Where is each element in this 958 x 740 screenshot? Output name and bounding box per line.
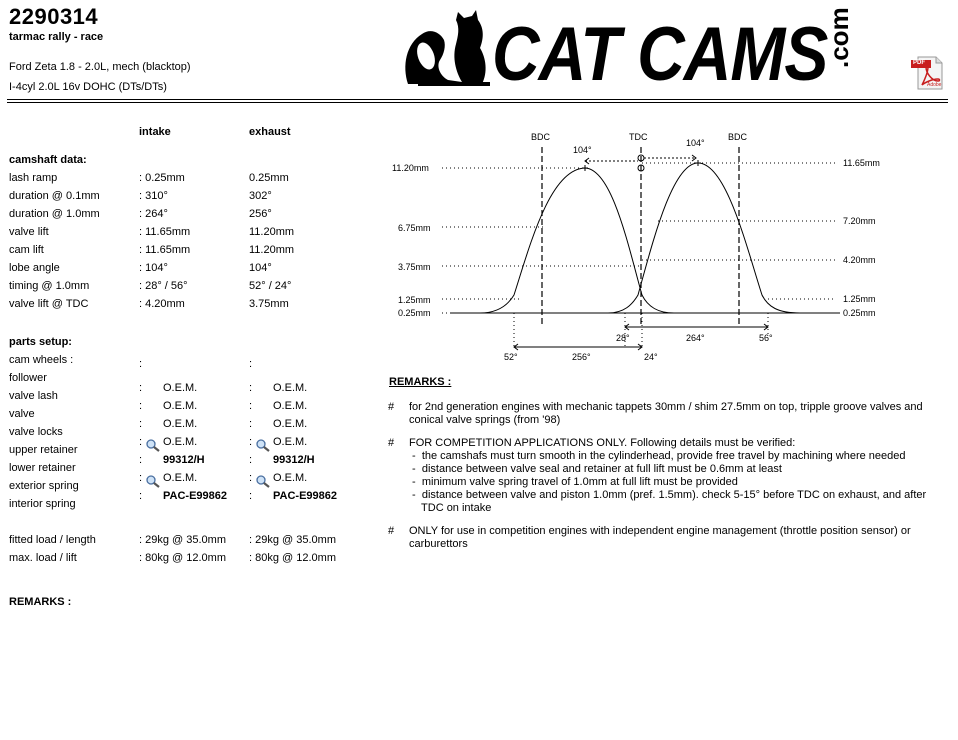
part-value-exhaust: O.E.M. [273,400,308,412]
cam-row-exhaust: 104° [249,262,272,274]
lift-label-left-3: 3.75mm [398,262,431,272]
remarks-left-title: REMARKS : [9,596,72,608]
part-value-intake: O.E.M. [163,472,198,484]
parts-colon-exhaust: : [249,454,253,466]
remark-line: conical valve springs (from '98) [409,414,561,426]
cam-row-intake: : 11.65mm [139,244,191,256]
lobe-angle-intake: 104° [686,138,705,148]
magnifier-icon[interactable] [145,439,161,453]
header-divider-2 [7,102,948,103]
catcams-logo[interactable] [400,6,880,97]
cam-row-exhaust: 11.20mm [249,244,295,256]
timing-label-56: 56° [759,333,773,343]
remark-bullet: # [388,437,395,449]
cam-row-intake: : 28° / 56° [139,280,188,292]
cam-row-exhaust: 11.20mm [249,226,295,238]
remark-line: FOR COMPETITION APPLICATIONS ONLY. Following details must be verified: [409,437,796,449]
part-value-intake: O.E.M. [163,400,198,412]
cam-row-exhaust: 0.25mm [249,172,289,184]
lift-label-left-1: 11.20mm [392,163,429,173]
valve-timing-diagram [380,125,900,370]
part-value-exhaust: O.E.M. [273,436,308,448]
parts-colon-exhaust: : [249,400,253,412]
parts-colon-intake: : [139,472,143,484]
header-divider [7,99,948,100]
load-row-label: fitted load / length [9,534,96,546]
remark-bullet: # [388,525,395,537]
remark-line: carburettors [409,538,468,550]
parts-row-label: upper retainer [9,444,78,456]
cam-code: 2290314 [9,4,99,29]
part-value-intake: O.E.M. [163,418,198,430]
lift-label-right-3: 4.20mm [843,255,876,265]
cam-row-exhaust: 3.75mm [249,298,289,310]
lobe-angle-exhaust: 104° [573,145,592,155]
timing-label-256: 256° [572,352,591,362]
remark-line: - the camshafs must turn smooth in the cylinderhead, provide free travel by machining where needed [409,450,906,462]
part-value-exhaust: O.E.M. [273,418,308,430]
parts-row-label: interior spring [9,498,76,510]
cam-row-intake: : 11.65mm [139,226,191,238]
cam-row-label: duration @ 0.1mm [9,190,100,202]
logo-domain: .com [824,7,854,68]
exhaust-header: exhaust [249,126,291,138]
parts-colon-intake: : [139,400,143,412]
parts-row-label: exterior spring [9,480,79,492]
engine-description: Ford Zeta 1.8 - 2.0L, mech (blacktop) [9,61,191,73]
cam-row-intake: : 0.25mm [139,172,185,184]
bdc-label-right: BDC [728,132,748,142]
parts-setup-title: parts setup: [9,336,72,348]
parts-colon-intake: : [139,358,143,370]
lift-label-right-5: 0.25mm [843,308,876,318]
engine-type: I-4cyl 2.0L 16v DOHC (DTs/DTs) [9,81,167,93]
remark-line: - minimum valve spring travel of 1.0mm at full lift must be provided [409,476,738,488]
lift-label-right-4: 1.25mm [843,294,876,304]
parts-colon-intake: : [139,436,143,448]
magnifier-icon[interactable] [255,439,271,453]
load-row-exhaust: : 29kg @ 35.0mm [249,534,336,546]
timing-label-264: 264° [686,333,705,343]
lift-label-left-5: 0.25mm [398,308,431,318]
parts-colon-intake: : [139,490,143,502]
cam-row-exhaust: 256° [249,208,272,220]
parts-colon-exhaust: : [249,382,253,394]
part-number-exhaust[interactable]: PAC-E99862 [273,490,337,502]
bdc-label-left: BDC [531,132,551,142]
parts-row-label: follower [9,372,47,384]
parts-colon-exhaust: : [249,358,253,370]
cam-row-label: lobe angle [9,262,60,274]
load-row-exhaust: : 80kg @ 12.0mm [249,552,336,564]
pdf-brand-label: Adobe [927,82,942,88]
cam-row-label: duration @ 1.0mm [9,208,100,220]
parts-row-label: cam wheels : [9,354,74,366]
remark-line: ONLY for use in competition engines with independent engine management (throttle position sensor) or [409,525,911,537]
parts-row-label: valve lash [9,390,58,402]
lift-label-right-2: 7.20mm [843,216,876,226]
parts-colon-intake: : [139,382,143,394]
cam-row-intake: : 4.20mm [139,298,185,310]
cam-row-exhaust: 52° / 24° [249,280,292,292]
part-value-exhaust: O.E.M. [273,382,308,394]
part-value-intake: O.E.M. [163,436,198,448]
load-row-intake: : 80kg @ 12.0mm [139,552,226,564]
intake-header: intake [139,126,171,138]
parts-colon-exhaust: : [249,472,253,484]
tdc-label: TDC [629,132,648,142]
load-row-label: max. load / lift [9,552,77,564]
cam-application: tarmac rally - race [9,31,104,43]
parts-colon-exhaust: : [249,490,253,502]
cam-row-label: lash ramp [9,172,58,184]
timing-label-52: 52° [504,352,518,362]
pdf-badge-label: PDF [913,60,925,66]
cam-row-label: valve lift [9,226,49,238]
pdf-download-icon[interactable] [910,55,946,91]
lift-label-right-1: 11.65mm [843,158,880,168]
parts-colon-exhaust: : [249,418,253,430]
part-number-intake[interactable]: PAC-E99862 [163,490,227,502]
remark-line: - distance between valve and piston 1.0mm (pref. 1.5mm). check 5-15° before TDC on exhaust, and after [409,489,927,501]
cam-row-label: timing @ 1.0mm [9,280,90,292]
part-number-exhaust[interactable]: 99312/H [273,454,315,466]
magnifier-icon[interactable] [255,475,271,489]
remark-line: TDC on intake [409,502,492,514]
magnifier-icon[interactable] [145,475,161,489]
remark-line: for 2nd generation engines with mechanic tappets 30mm / shim 27.5mm on top, tripple groove valves and [409,401,923,413]
parts-colon-intake: : [139,454,143,466]
cam-row-intake: : 104° [139,262,168,274]
cam-row-label: valve lift @ TDC [9,298,89,310]
lift-label-left-4: 1.25mm [398,295,431,305]
timing-label-28: 28° [616,333,630,343]
parts-colon-intake: : [139,418,143,430]
remark-bullet: # [388,401,395,413]
remarks-title: REMARKS : [389,376,452,388]
load-row-intake: : 29kg @ 35.0mm [139,534,226,546]
timing-label-24: 24° [644,352,658,362]
logo-text: CAT CAMS [492,11,828,97]
camshaft-data-title: camshaft data: [9,154,87,166]
part-number-intake[interactable]: 99312/H [163,454,205,466]
part-value-exhaust: O.E.M. [273,472,308,484]
parts-row-label: lower retainer [9,462,76,474]
lift-label-left-2: 6.75mm [398,223,431,233]
remark-line: - distance between valve seal and retainer at full lift must be 0.6mm at least [409,463,782,475]
parts-row-label: valve [9,408,35,420]
part-value-intake: O.E.M. [163,382,198,394]
cam-row-intake: : 310° [139,190,168,202]
cam-row-intake: : 264° [139,208,168,220]
parts-colon-exhaust: : [249,436,253,448]
parts-row-label: valve locks [9,426,63,438]
cam-row-label: cam lift [9,244,44,256]
cam-row-exhaust: 302° [249,190,272,202]
